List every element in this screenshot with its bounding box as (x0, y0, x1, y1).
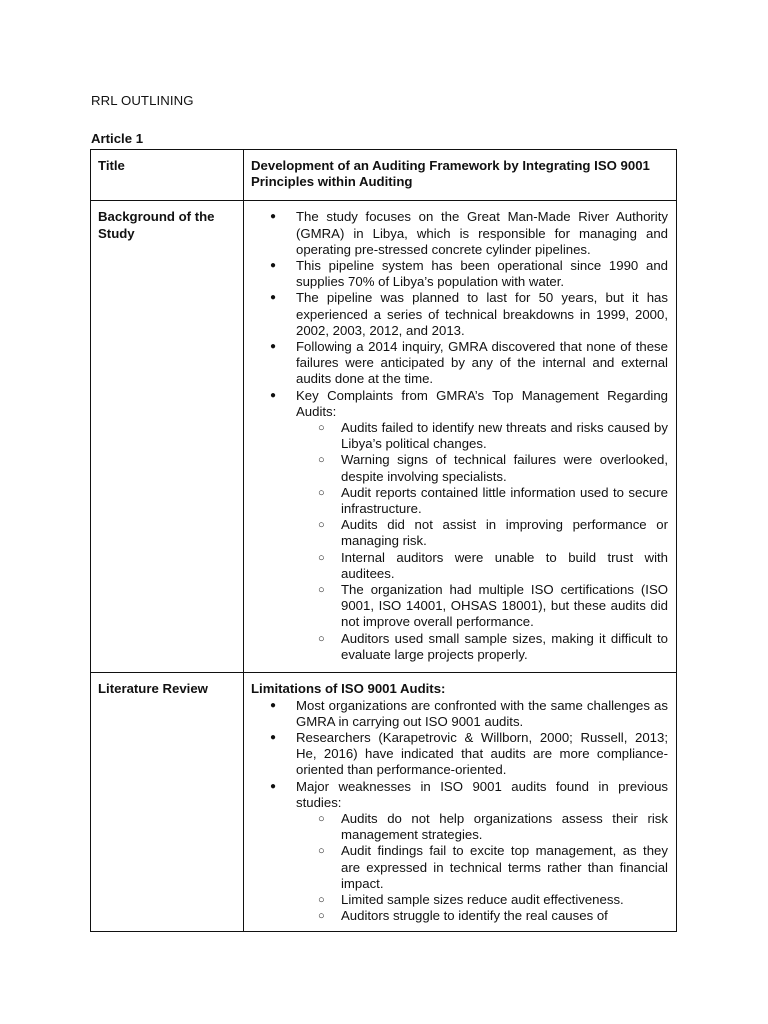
background-label-cell (91, 201, 244, 673)
table-row-title (91, 150, 677, 201)
literature-label: Literature Review (98, 681, 208, 697)
title-label: Title (98, 158, 125, 173)
sub-list-item: ○ Warning signs of technical failures were overlooked, despite involving specialists. (296, 452, 668, 484)
literature-label-cell (91, 673, 244, 932)
background-content-cell (244, 201, 677, 673)
title-value-cell (244, 150, 677, 201)
article-label: Article 1 (91, 131, 144, 146)
list-item-text: Major weaknesses in ISO 9001 audits found in previous studies: (296, 778, 668, 810)
literature-content-cell (244, 673, 677, 932)
list-item (251, 779, 668, 925)
list-item: ● The pipeline was planned to last for 50 years, but it has experienced a series of technical breakdowns in 1999, 2000, 2002, 2003, 2012, and 2013. (251, 290, 668, 339)
list-item: ● Following a 2014 inquiry, GMRA discovered that none of these failures were anticipated by any of the internal and external audits done at the time. (251, 339, 668, 388)
sub-list-item: ○ Audit reports contained little information used to secure infrastructure. (296, 485, 668, 517)
list-item-text: Key Complaints from GMRA’s Top Management Regarding Audits: (296, 387, 668, 419)
literature-bullet-list (251, 698, 668, 925)
title-label-cell (91, 150, 244, 201)
table-row-literature (91, 673, 677, 932)
sub-list-item: ○ Audits failed to identify new threats and risks caused by Libya’s political changes. (296, 420, 668, 452)
sub-list-item: ○ Auditors used small sample sizes, making it difficult to evaluate large projects properly. (296, 631, 668, 663)
article-title: Development of an Auditing Framework by Integrating ISO 9001 Principles within Auditing (251, 158, 650, 190)
list-item: ● This pipeline system has been operational since 1990 and supplies 70% of Libya’s population with water. (251, 258, 668, 290)
list-item: ● Researchers (Karapetrovic & Willborn, 2000; Russell, 2013; He, 2016) have indicated that audits are more compliance-oriented than performance-oriented. (251, 730, 668, 779)
sub-list-item: ○ Limited sample sizes reduce audit effectiveness. (296, 892, 668, 908)
list-item (251, 388, 668, 663)
weaknesses-sub-list (296, 811, 668, 924)
background-label: Background of the Study (98, 209, 215, 241)
sub-list-item: ○ Auditors struggle to identify the real causes of (296, 908, 668, 924)
sub-list-item: ○ Audit findings fail to excite top management, as they are expressed in technical terms rather than financial impact. (296, 843, 668, 892)
sub-list-item: ○ Audits do not help organizations assess their risk management strategies. (296, 811, 668, 843)
literature-heading: Limitations of ISO 9001 Audits: (251, 681, 446, 697)
table-row-background (91, 201, 677, 673)
sub-list-item: ○ The organization had multiple ISO certifications (ISO 9001, ISO 14001, OHSAS 18001), but these audits did not improve overall performance. (296, 582, 668, 631)
list-item: ● The study focuses on the Great Man-Made River Authority (GMRA) in Libya, which is responsible for managing and operating pre-stressed concrete cylinder pipelines. (251, 209, 668, 258)
rrl-outline-table (90, 149, 677, 932)
sub-list-item: ○ Audits did not assist in improving performance or managing risk. (296, 517, 668, 549)
sub-list-item: ○ Internal auditors were unable to build trust with auditees. (296, 550, 668, 582)
list-item: ● Most organizations are confronted with the same challenges as GMRA in carrying out ISO 9001 audits. (251, 698, 668, 730)
page-heading: RRL OUTLINING (91, 93, 194, 108)
background-bullet-list (251, 209, 668, 663)
complaints-sub-list (296, 420, 668, 663)
